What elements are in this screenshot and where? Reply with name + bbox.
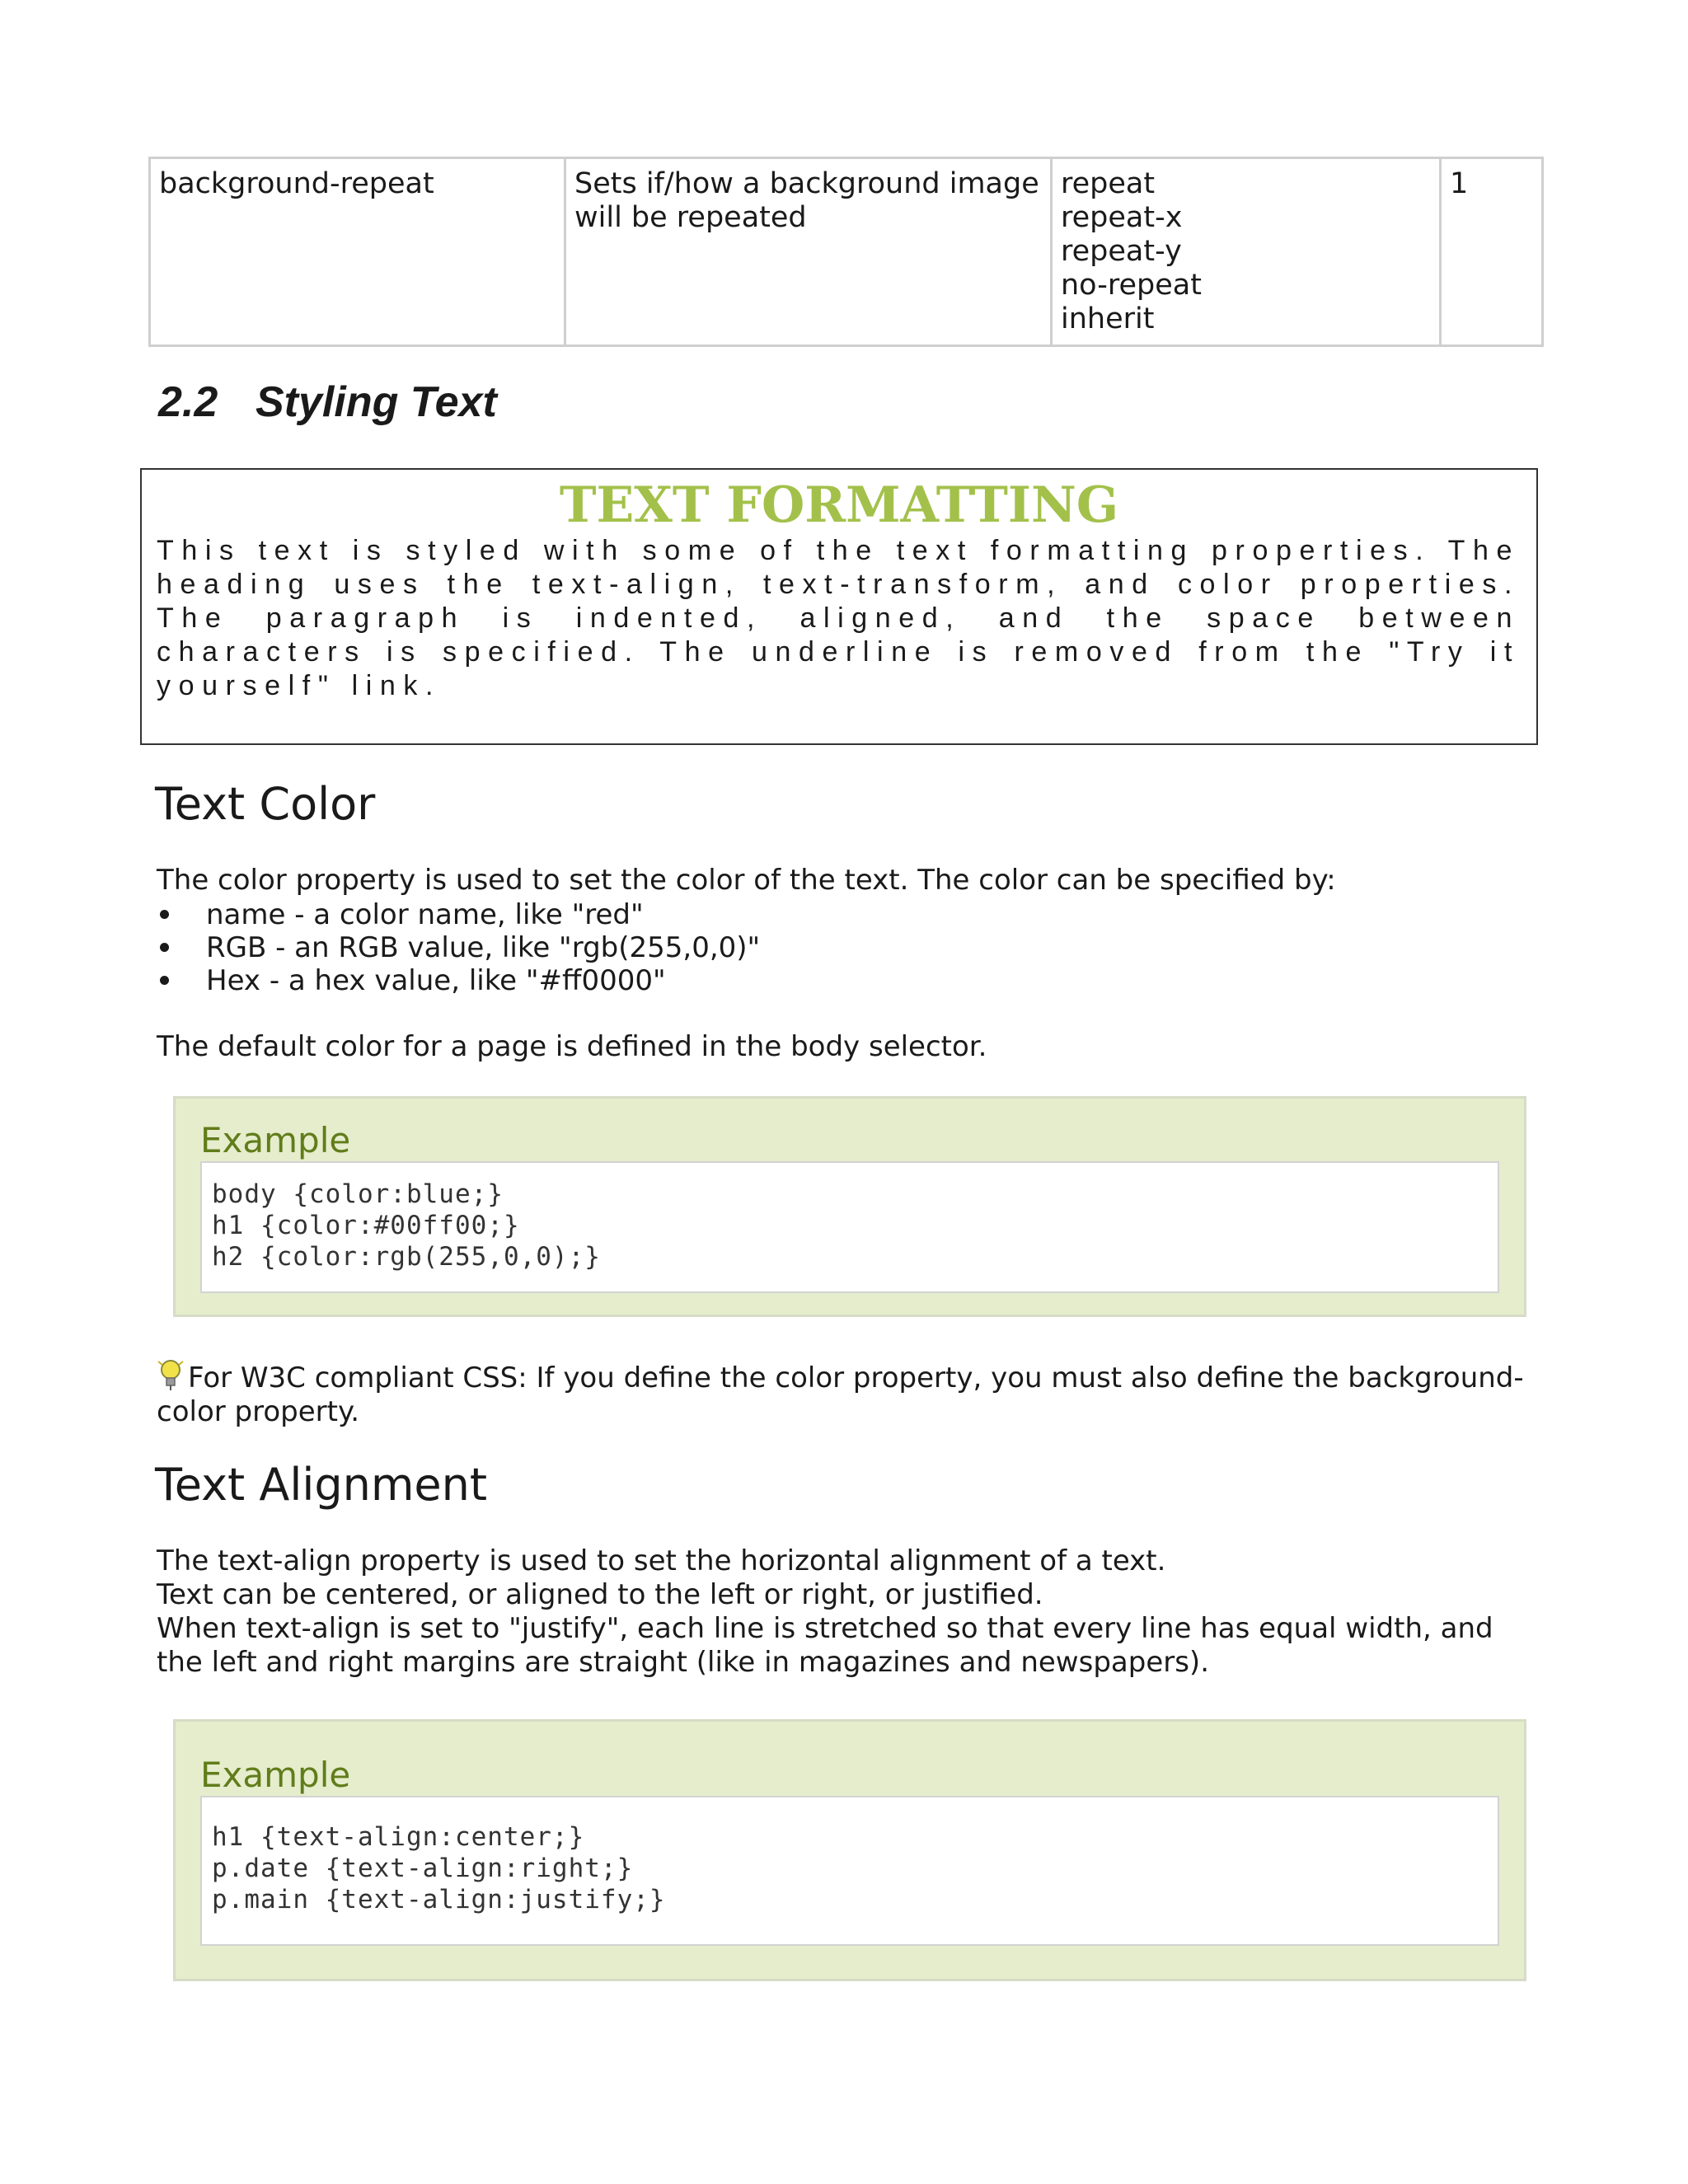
- lightbulb-icon: [157, 1358, 185, 1391]
- property-name-cell: background-repeat: [150, 158, 565, 346]
- tip-text-line2: color property.: [157, 1395, 360, 1428]
- code-line: body {color:blue;}: [212, 1179, 504, 1209]
- section-number: 2.2: [158, 378, 218, 426]
- alignment-line: the left and right margins are straight (like in magazines and newspapers).: [157, 1646, 1210, 1679]
- text-alignment-heading: Text Alignment: [155, 1459, 488, 1511]
- alignment-line: When text-align is set to "justify", each line is stretched so that every line has equal width, and: [157, 1612, 1493, 1645]
- value-item: no-repeat: [1061, 269, 1202, 302]
- bullet-icon: [160, 943, 169, 952]
- default-color-note: The default color for a page is defined in the body selector.: [157, 1030, 987, 1063]
- example-code-block: [200, 1161, 1499, 1293]
- example-label: Example: [200, 1755, 351, 1795]
- demo-paragraph: This text is styled with some of the text formatting properties. The heading uses the text-align, text-transform, and color properties. The paragraph is indented, aligned, and the space between characters is specified. The underline is removed from the "Try it yourself" link.: [157, 535, 1520, 701]
- example-panel-alignment: [173, 1719, 1526, 1981]
- color-methods-list: [157, 898, 1475, 997]
- code-line: h1 {color:#00ff00;}: [212, 1211, 520, 1240]
- property-values-cell: [1052, 158, 1441, 346]
- code-line: p.date {text-align:right;}: [212, 1854, 634, 1883]
- section-heading: [158, 377, 497, 427]
- code-line: p.main {text-align:justify;}: [212, 1885, 666, 1915]
- text-color-heading: Text Color: [155, 778, 376, 830]
- text-formatting-demo: [140, 468, 1538, 745]
- alignment-line: Text can be centered, or aligned to the left or right, or justified.: [157, 1578, 1043, 1611]
- list-item: Hex - a hex value, like "#ff0000": [157, 964, 1475, 997]
- bullet-icon: [160, 910, 169, 919]
- text-color-intro: The color property is used to set the color of the text. The color can be specified by:: [157, 864, 1336, 897]
- example-panel-color: [173, 1096, 1526, 1317]
- list-item: name - a color name, like "red": [157, 898, 1475, 931]
- tip-text-line1: For W3C compliant CSS: If you define the color property, you must also define the background-: [188, 1361, 1524, 1394]
- code-line: h1 {text-align:center;}: [212, 1822, 585, 1852]
- value-item: repeat: [1061, 167, 1156, 200]
- section-title: Styling Text: [256, 378, 497, 426]
- code-line: h2 {color:rgb(255,0,0);}: [212, 1242, 601, 1272]
- property-description-cell: Sets if/how a background image will be repeated: [565, 158, 1052, 346]
- alignment-line: The text-align property is used to set the horizontal alignment of a text.: [157, 1544, 1166, 1577]
- demo-heading: TEXT FORMATTING: [559, 476, 1119, 534]
- example-code-block: [200, 1796, 1499, 1946]
- list-item: RGB - an RGB value, like "rgb(255,0,0)": [157, 931, 1475, 964]
- table-row: [150, 158, 1543, 346]
- value-item: repeat-x: [1061, 201, 1183, 234]
- css-version-cell: 1: [1441, 158, 1543, 346]
- bullet-icon: [160, 976, 169, 985]
- value-item: repeat-y: [1061, 235, 1182, 268]
- value-item: inherit: [1061, 302, 1155, 335]
- example-label: Example: [200, 1120, 351, 1160]
- css-property-table: [148, 157, 1544, 347]
